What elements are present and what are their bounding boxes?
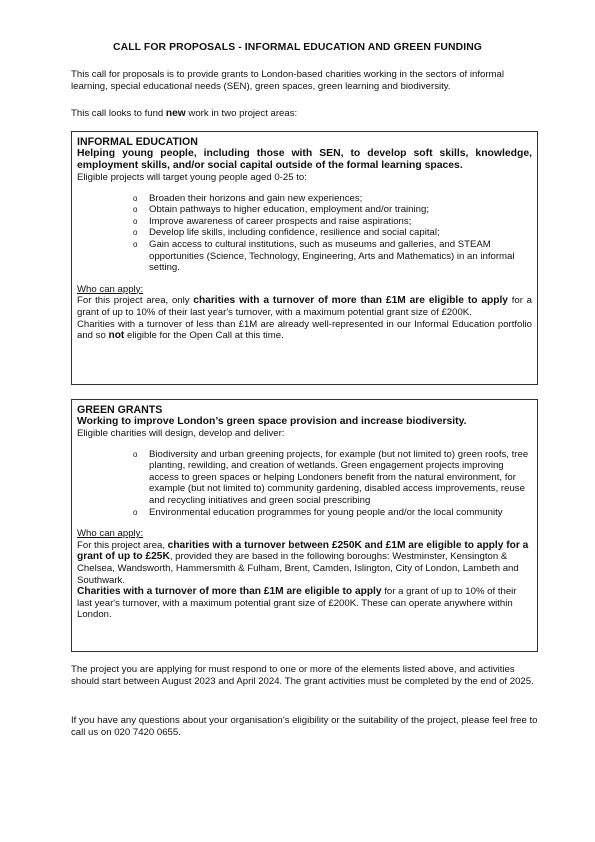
list-item-text: Environmental education programmes for young people and/or the local community [149,506,503,518]
informal-education-box [71,131,538,385]
informal-lead: Eligible projects will target young people aged 0-25 to: [77,172,307,183]
fund-line-bold: new [165,108,186,119]
bullet-icon: o [133,205,138,215]
informal-subheading: Helping young people, including those with SEN, to develop soft skills, knowledge, employment skills, and/or social capital outside of the formal learning spaces. [77,148,532,171]
list-item-text: Obtain pathways to higher education, employment and/or training; [149,204,429,216]
informal-who-paragraph-1 [77,295,532,318]
fund-line [71,108,541,120]
green-bullet-list [77,449,532,519]
contact-paragraph: If you have any questions about your organisation’s eligibility or the suitability of the project, please feel free to call us on 020 7420 0655. [71,715,538,738]
list-item-text: Gain access to cultural institutions, such as museums and galleries, and STEAM opportunities (Science, Technology, Engineering, Arts and Mathematics) in an informal setting. [149,238,515,274]
informal-bullet-list [77,193,532,274]
informal-who-paragraph-2 [77,319,532,342]
list-item [133,448,532,507]
green-who-p1-after: , provided they are based in the following boroughs: Westminster, Kensington & Chelsea, Wandsworth, Hammersmith & Fulham, Brent, Camden, Islington, City of London, Lambeth and Southwark. [77,551,519,586]
green-who-label: Who can apply: [77,528,144,540]
informal-who-p2-before: Charities with a turnover of less than £1M are already well-represented in our Informal Education portfolio and so [77,318,532,342]
list-item [133,204,532,216]
bullet-icon: o [133,216,138,226]
informal-heading: INFORMAL EDUCATION [77,136,198,148]
bullet-icon: o [133,193,138,203]
green-who-p1-before: For this project area, [77,539,168,551]
fund-line-before: This call looks to fund [71,108,166,119]
list-item-text: Develop life skills, including confidence, resilience and social capital; [149,227,440,239]
list-item [133,215,532,228]
informal-who-p1-bold: charities with a turnover of more than £1M are eligible to apply [193,295,508,307]
green-who-p1-bold: charities with a turnover between £250K and £1M are eligible to apply for a grant of up to £25K [77,539,529,563]
green-who-paragraph-2 [77,586,532,621]
informal-who-p2-after: eligible for the Open Call at this time. [124,330,284,342]
bullet-icon: o [133,507,138,517]
closing-paragraph: The project you are applying for must respond to one or more of the elements listed above, and activities should start between August 2023 and April 2024. The grant activities must be completed by the end of 2025. [71,664,534,687]
bullet-icon: o [133,228,138,238]
list-item-text: Improve awareness of career prospects and raise aspirations; [149,215,412,227]
green-who-p2-after: for a grant of up to 10% of their last year's turnover, with a maximum potential grant size of £200K. These can operate anywhere within London. [77,586,517,621]
green-who-p2-bold: Charities with a turnover of more than £1M are eligible to apply [77,586,382,598]
list-item [133,192,532,205]
informal-who-p2-bold: not [108,330,125,342]
list-item [133,506,532,519]
bullet-icon: o [133,449,138,459]
bullet-icon: o [133,239,138,249]
list-item [133,227,532,239]
intro-paragraph: This call for proposals is to provide grants to London-based charities working in the sectors of informal learning, special educational needs (SEN), green spaces, green learning and biodiversity. [71,69,504,92]
green-lead: Eligible charities will design, develop and deliver: [77,428,285,439]
page-title: CALL FOR PROPOSALS - INFORMAL EDUCATION AND GREEN FUNDING [113,42,482,53]
informal-who-p1-after: for a grant of up to 10% of their last year's turnover, with a maximum potential grant size of £200K. [77,295,532,318]
green-who-paragraph-1 [77,540,532,586]
list-item [133,238,532,274]
green-grants-box [71,399,538,652]
green-subheading: Working to improve London’s green space provision and increase biodiversity. [77,416,467,427]
fund-line-after: work in two project areas: [185,108,298,119]
green-heading: GREEN GRANTS [77,404,163,416]
informal-who-label: Who can apply: [77,283,144,295]
informal-who-p1-before: For this project area, only [77,295,194,307]
list-item-text: Broaden their horizons and gain new experiences; [149,192,363,204]
list-item-text: Biodiversity and urban greening projects, for example (but not limited to) green roofs, tree planting, rewilding, and creation of wetlands. Green engagement projects improving access to green spaces or helping Londoners benefit from the natural environment, for example (but not limited to) community gardening, disabled access improvements, reuse and recycling initiatives and green social prescribing [149,448,529,506]
